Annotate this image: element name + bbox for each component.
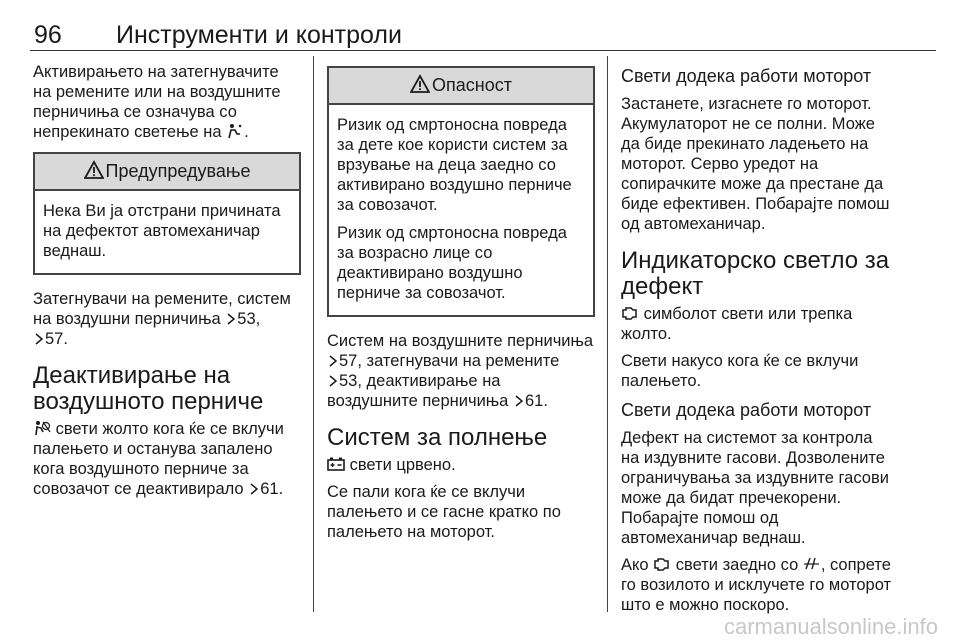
charging-system-heading: Систем за полнење [327,424,548,451]
malfunction-symbol-paragraph: симболот свети или трепка жолто. [621,305,853,343]
airbag-system-paragraph: Систем на воздушните перничиња 57, затегнувачи на ремените 53, деактивирање на воздушните перничиња 61. [327,332,594,410]
engine-running-text-1: Застанете, изгаснете го моторот. Акумулаторот не се полни. Може да биде прекинато ладењето на моторот. Серво уредот на сопирачките може да престане да биде ефективен. Побарајте помош од автомеханичар. [621,95,890,233]
page-number: 96 [34,21,62,49]
watermark: carmanualsonline.info [723,614,938,639]
page-ref-icon [329,355,337,367]
warning-triangle-icon [410,74,430,94]
page-ref-icon [515,395,523,407]
charging-red-paragraph: свети црвено. [327,455,595,475]
charging-description: Се пали кога ќе се вклучи палењето и се гасне кратко по палењето на моторот. [327,483,561,541]
malfunction-ignition-text: Свети накусо кога ќе се вклучи палењето. [621,352,859,390]
page-ref-icon [227,313,235,325]
airbag-deactivation-heading: Деактивирање на воздушното перниче [33,362,264,415]
seatbelt-airbag-paragraph: Затегнувачи на ремените, систем на воздушни перничиња 53, 57. [33,290,291,348]
danger-text-1: Ризик од смртоносна повреда за дете кое користи систем за врзување на деца заедно со активирано воздушно перниче за совозачот. [337,116,572,214]
column-2 [327,62,595,549]
engine-running-heading-2: Свети додека работи моторот [621,400,872,420]
traction-control-icon [803,556,821,572]
section-title: Инструменти и контроли [116,21,402,49]
warning-text: Нека Ви ја отстрани причината на дефектот автомеханичар веднаш. [43,202,281,260]
column-divider [313,56,314,612]
column-1 [33,62,301,506]
danger-text-2: Ризик од смртоносна повреда за возрасно лице со деактивирано воздушно перниче за совозачот. [337,224,567,302]
warning-header [35,154,299,191]
page-ref-icon [329,375,337,387]
warning-box [33,152,301,275]
intro-paragraph: Активирањето на затегнувачите на ремените или на воздушните перничиња се означува со непрекинато светење на . [33,63,281,141]
malfunction-indicator-heading: Индикаторско светло за дефект [621,247,890,300]
danger-box [327,66,595,317]
battery-icon [327,456,345,472]
engine-check-icon [653,556,671,572]
seatbelt-airbag-icon [226,123,244,139]
warning-title: Предупредување [105,161,251,181]
column-3 [621,62,893,622]
engine-running-text-2: Дефект на системот за контрола на издувните гасови. Дозволените ограничувања за издувните гасови може да бидат пречекорени. Побарајте помош од автомеханичар веднаш. [621,429,889,547]
engine-check-icon [621,305,639,321]
danger-header [329,68,593,105]
warning-triangle-icon [84,160,104,180]
engine-running-heading-1: Свети додека работи моторот [621,66,872,86]
column-divider [607,56,608,612]
page-header [30,20,936,51]
airbag-deactivation-paragraph: свети жолто кога ќе се вклучи палењето и останува запалено кога воздушното перниче за совозачот се деактивирало 61. [33,420,284,498]
engine-stop-paragraph: Ако свети заедно со , сопрете го возилото и исклучете го моторот што е можно поскоро. [621,556,892,614]
airbag-off-icon [33,420,51,436]
danger-title: Опасност [432,75,512,95]
page-ref-icon [35,333,43,345]
page-ref-icon [250,483,258,495]
